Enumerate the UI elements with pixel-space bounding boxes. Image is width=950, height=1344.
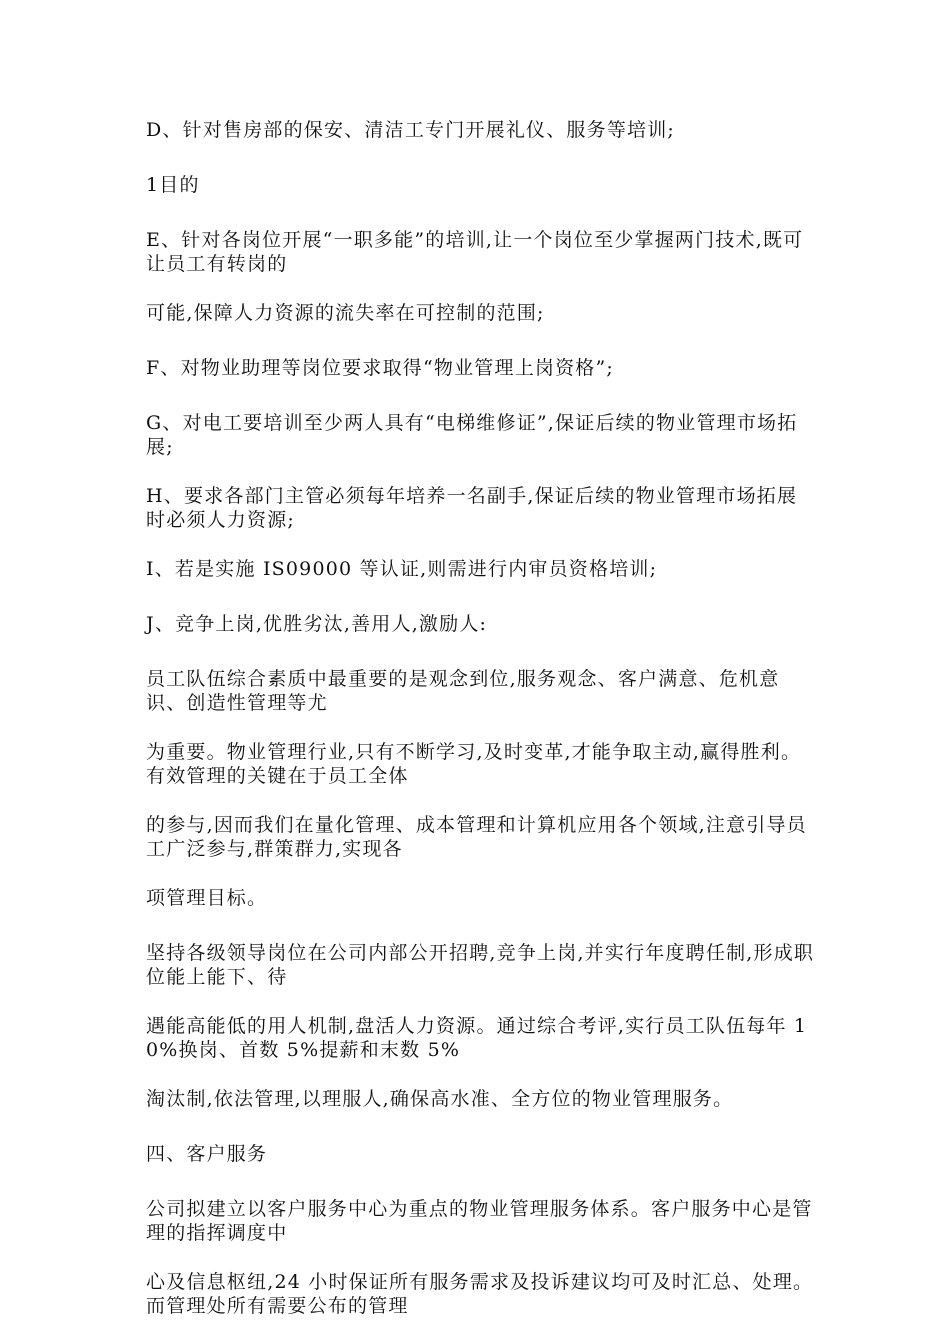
document-body xyxy=(146,118,816,1343)
section-heading-customer-service: 四、客户服务 xyxy=(146,1143,268,1165)
paragraph-elimination: 淘汰制,依法管理,以理服人,确保高水准、全方位的物业管理服务。 xyxy=(146,1088,734,1110)
paragraph-participation: 的参与,因而我们在量化管理、成本管理和计算机应用各个领域,注意引导员工广泛参与,群策群力,实现各 xyxy=(146,814,807,860)
paragraph-staff-quality: 员工队伍综合素质中最重要的是观念到位,服务观念、客户满意、危机意识、创造性管理等尤 xyxy=(146,668,780,714)
paragraph-e-cont: 可能,保障人力资源的流失率在可控制的范围; xyxy=(146,302,545,324)
paragraph-goals: 项管理目标。 xyxy=(146,887,268,909)
paragraph-h: H、要求各部门主管必须每年培养一名副手,保证后续的物业管理市场拓展时必须人力资源; xyxy=(146,485,798,531)
paragraph-mechanism: 遇能高能低的用人机制,盘活人力资源。通过综合考评,实行员工队伍每年 10%换岗、首数 5%提薪和末数 5% xyxy=(146,1015,808,1061)
paragraph-g: G、对电工要培训至少两人具有“电梯维修证”,保证后续的物业管理市场拓展; xyxy=(146,412,798,458)
paragraph-i: I、若是实施 IS09000 等认证,则需进行内审员资格培训; xyxy=(146,558,658,580)
paragraph-info-hub: 心及信息枢纽,24 小时保证所有服务需求及投诉建议均可及时汇总、处理。而管理处所有需要公布的管理 xyxy=(146,1271,814,1317)
paragraph-d: D、针对售房部的保安、清洁工专门开展礼仪、服务等培训; xyxy=(146,119,676,141)
paragraph-e: E、针对各岗位开展“一职多能”的培训,让一个岗位至少掌握两门技术,既可让员工有转岗的 xyxy=(146,229,804,275)
paragraph-f: F、对物业助理等岗位要求取得“物业管理上岗资格”; xyxy=(146,357,615,379)
paragraph-purpose: 1目的 xyxy=(146,174,200,196)
paragraph-recruitment: 坚持各级领导岗位在公司内部公开招聘,竞争上岗,并实行年度聘任制,形成职位能上能下、待 xyxy=(146,942,815,988)
paragraph-j: J、竞争上岗,优胜劣汰,善用人,激励人: xyxy=(146,613,488,635)
paragraph-service-system: 公司拟建立以客户服务中心为重点的物业管理服务体系。客户服务中心是管理的指挥调度中 xyxy=(146,1198,813,1244)
paragraph-importance: 为重要。物业管理行业,只有不断学习,及时变革,才能争取主动,赢得胜利。有效管理的关键在于员工全体 xyxy=(146,741,802,787)
